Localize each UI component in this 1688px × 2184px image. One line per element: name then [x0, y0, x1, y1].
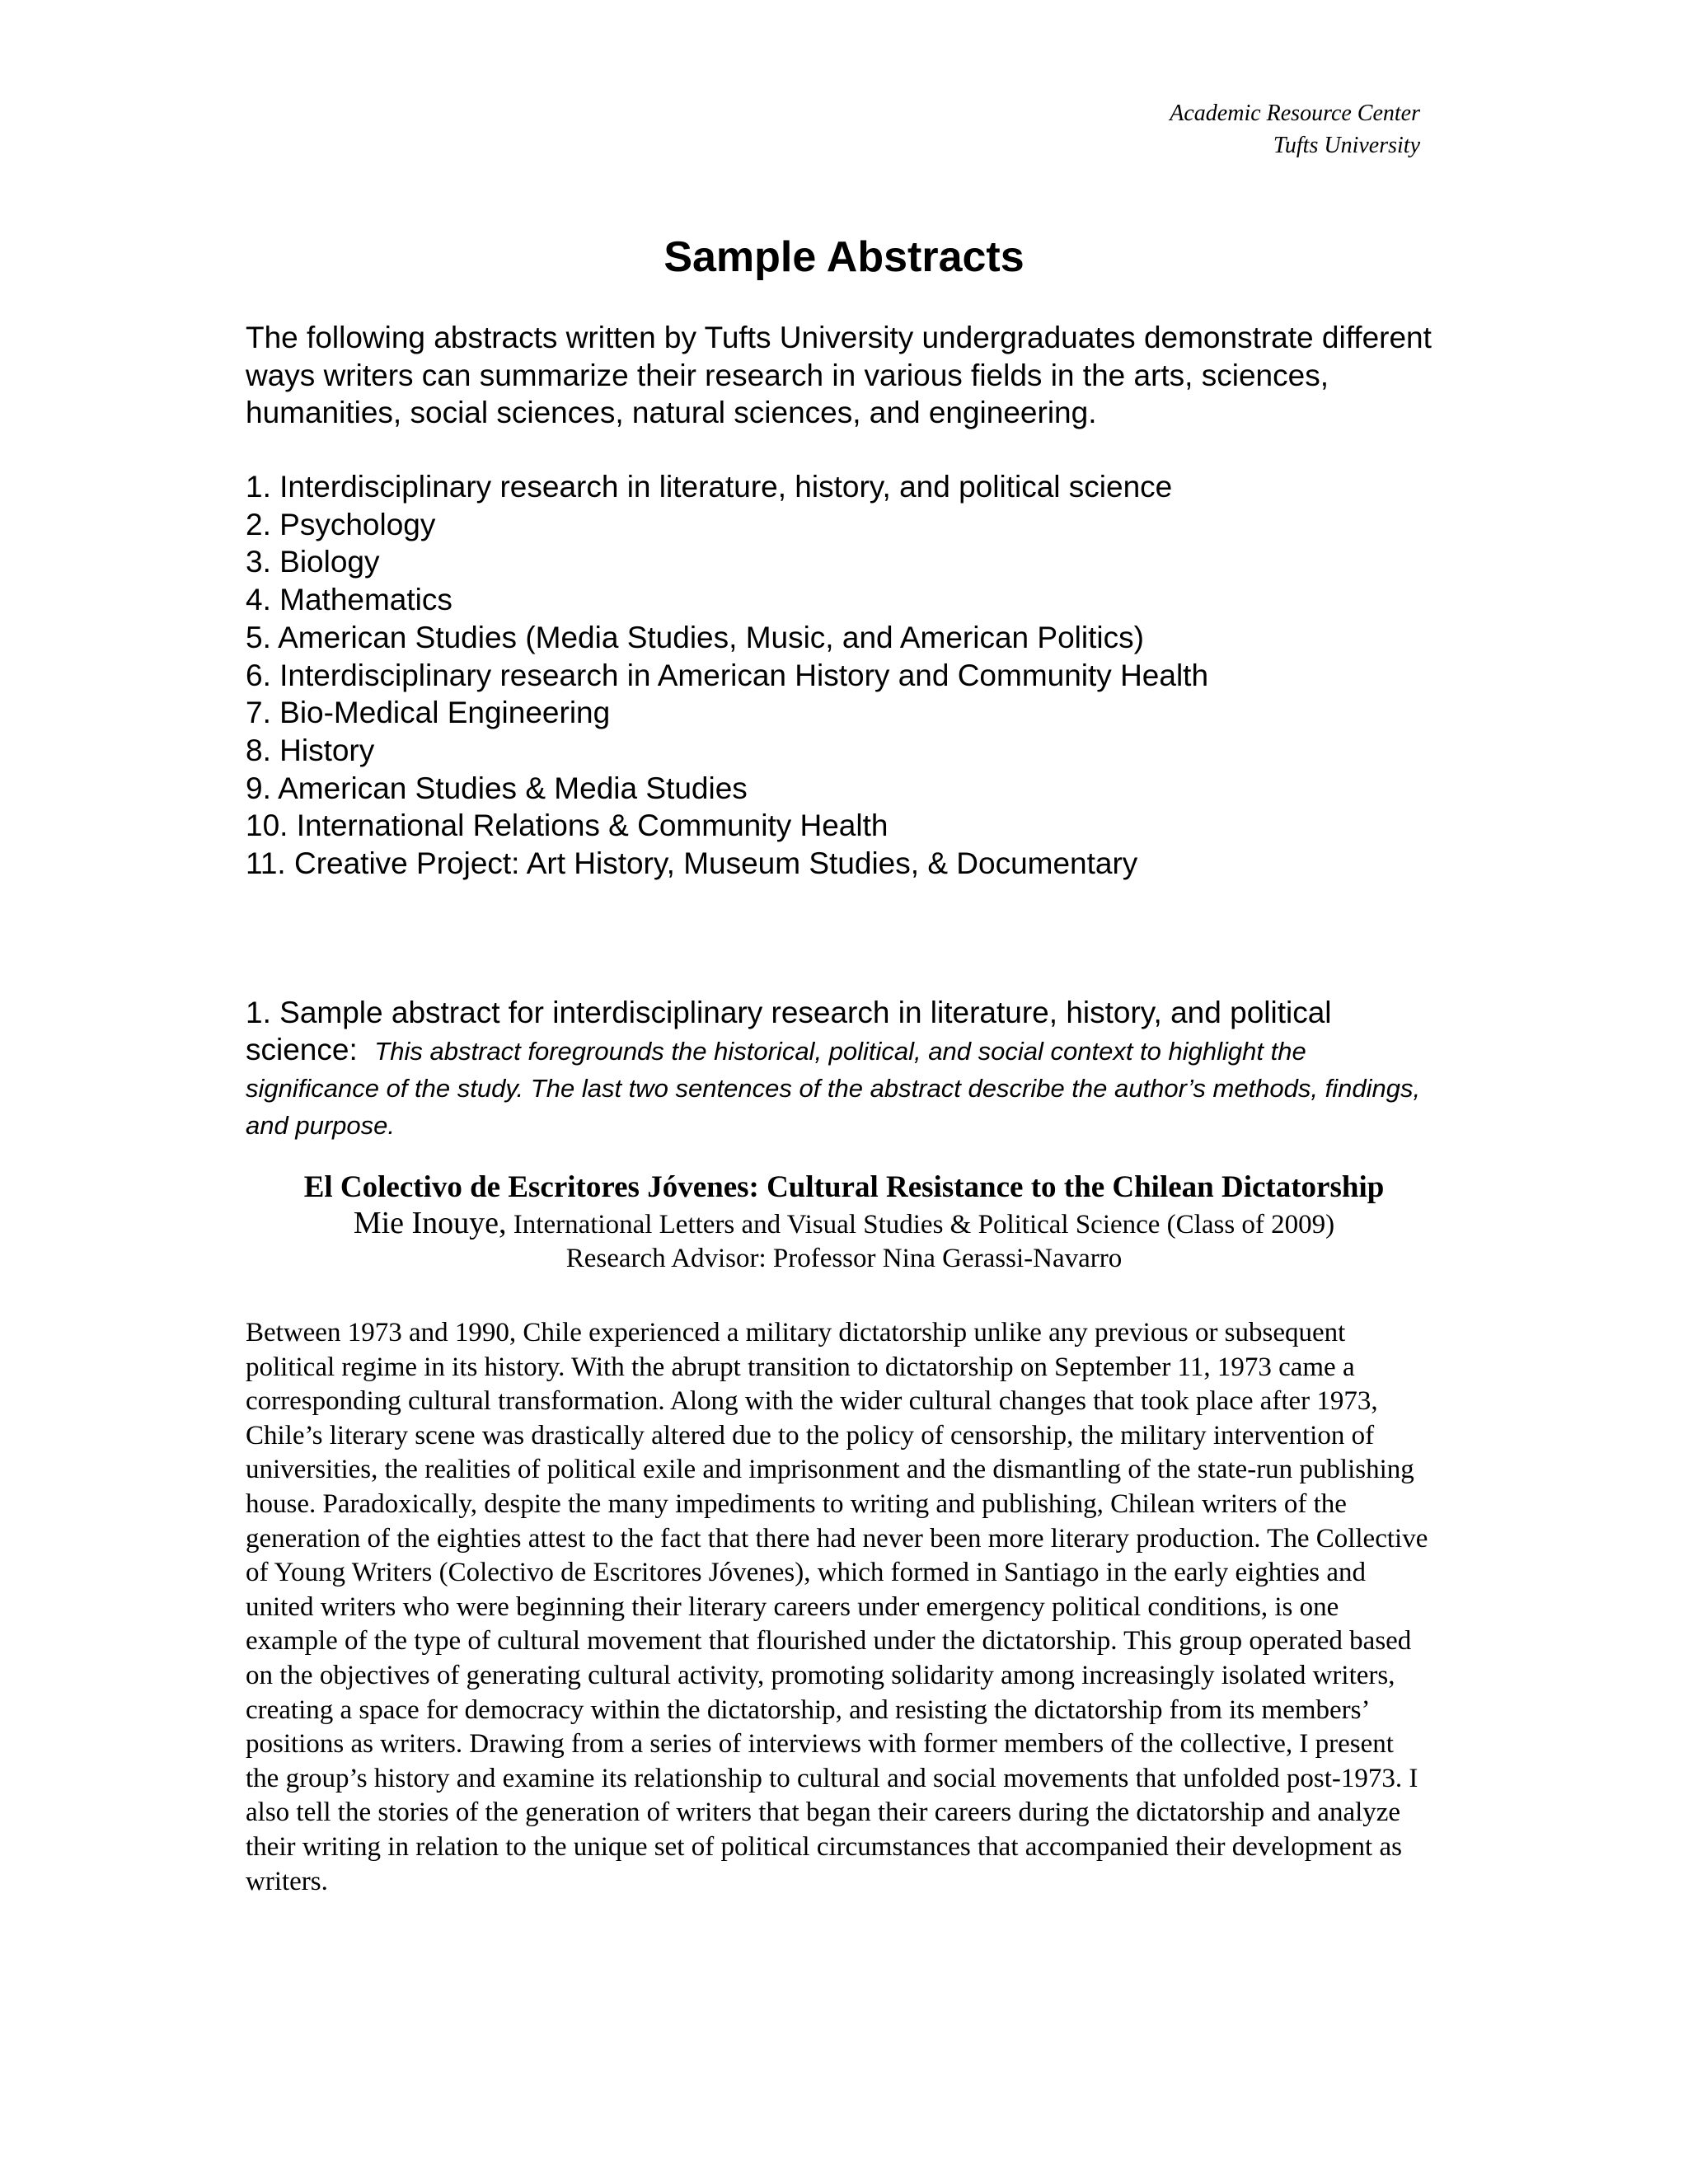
toc-item: 10. International Relations & Community Health — [246, 808, 889, 843]
table-of-contents — [246, 468, 1482, 883]
toc-item: 3. Biology — [246, 545, 380, 579]
section-1-heading-text: 1. Sample abstract for interdisciplinary research in literature, history, and political science: — [246, 996, 1332, 1066]
author-line — [0, 1206, 1688, 1242]
section-1-heading — [246, 994, 1432, 1142]
toc-item: 7. Bio-Medical Engineering — [246, 696, 611, 730]
toc-item: 5. American Studies (Media Studies, Music, and American Politics) — [246, 620, 1144, 654]
abstract-body: Between 1973 and 1990, Chile experienced a military dictatorship unlike any previous or subsequent political regime in its history. With the abrupt transition to dictatorship on September 11, 1973 came a corresponding cultural transformation. Along with the wider cultural changes that took place after 1973, Chile’s literary scene was drastically altered due to the policy of censorship, the military intervention of universities, the realities of political exile and imprisonment and the dismantling of the state-run publishing house. Paradoxically, despite the many impediments to writing and publishing, Chilean writers of the generation of the eighties attest to the fact that there had never been more literary production. The Collective of Young Writers (Colectivo de Escritores Jóvenes), which formed in Santiago in the early eighties and united writers who were beginning their literary careers under emergency political conditions, is one example of the type of cultural movement that flourished under the dictatorship. This group operated based on the objectives of generating cultural activity, promoting solidarity among increasingly isolated writers, creating a space for democracy within the dictatorship, and resisting the dictatorship from its members’ positions as writers. Drawing from a series of interviews with former members of the collective, I present the group’s history and examine its relationship to cultural and social movements that unfolded post-1973. I also tell the stories of the generation of writers that began their careers during the dictatorship and analyze their writing in relation to the unique set of political circumstances that accompanied their development as writers. — [246, 1318, 1428, 1896]
section-1-note: This abstract foregrounds the historical, political, and social context to highlight the significance of the study. The last two sentences of the abstract describe the author’s methods, findings, and purpose. — [246, 1037, 1421, 1140]
toc-item: 4. Mathematics — [246, 583, 452, 617]
toc-item: 6. Interdisciplinary research in American History and Community Health — [246, 658, 1209, 692]
page-title: Sample Abstracts — [663, 233, 1025, 281]
author-name: Mie Inouye, — [353, 1206, 507, 1240]
research-advisor: Research Advisor: Professor Nina Gerassi-Navarro — [565, 1244, 1123, 1273]
author-affiliation: International Letters and Visual Studies & Political Science (Class of 2009) — [513, 1210, 1335, 1240]
intro-paragraph: The following abstracts written by Tufts University undergraduates demonstrate different ways writers can summarize their research in various fields in the arts, sciences, humanities, social sciences, natural sciences, and engineering. — [246, 321, 1432, 429]
toc-item: 1. Interdisciplinary research in literature, history, and political science — [246, 470, 1173, 504]
toc-item: 11. Creative Project: Art History, Museum Studies, & Documentary — [246, 846, 1138, 881]
header-university-name: Tufts University — [1273, 133, 1420, 158]
abstract-title: El Colectivo de Escritores Jóvenes: Cultural Resistance to the Chilean Dictatorship — [303, 1170, 1385, 1204]
page-header — [1170, 97, 1420, 162]
toc-item: 8. History — [246, 733, 375, 767]
header-center-name: Academic Resource Center — [1170, 101, 1420, 126]
toc-item: 9. American Studies & Media Studies — [246, 771, 748, 805]
toc-item: 2. Psychology — [246, 507, 436, 541]
